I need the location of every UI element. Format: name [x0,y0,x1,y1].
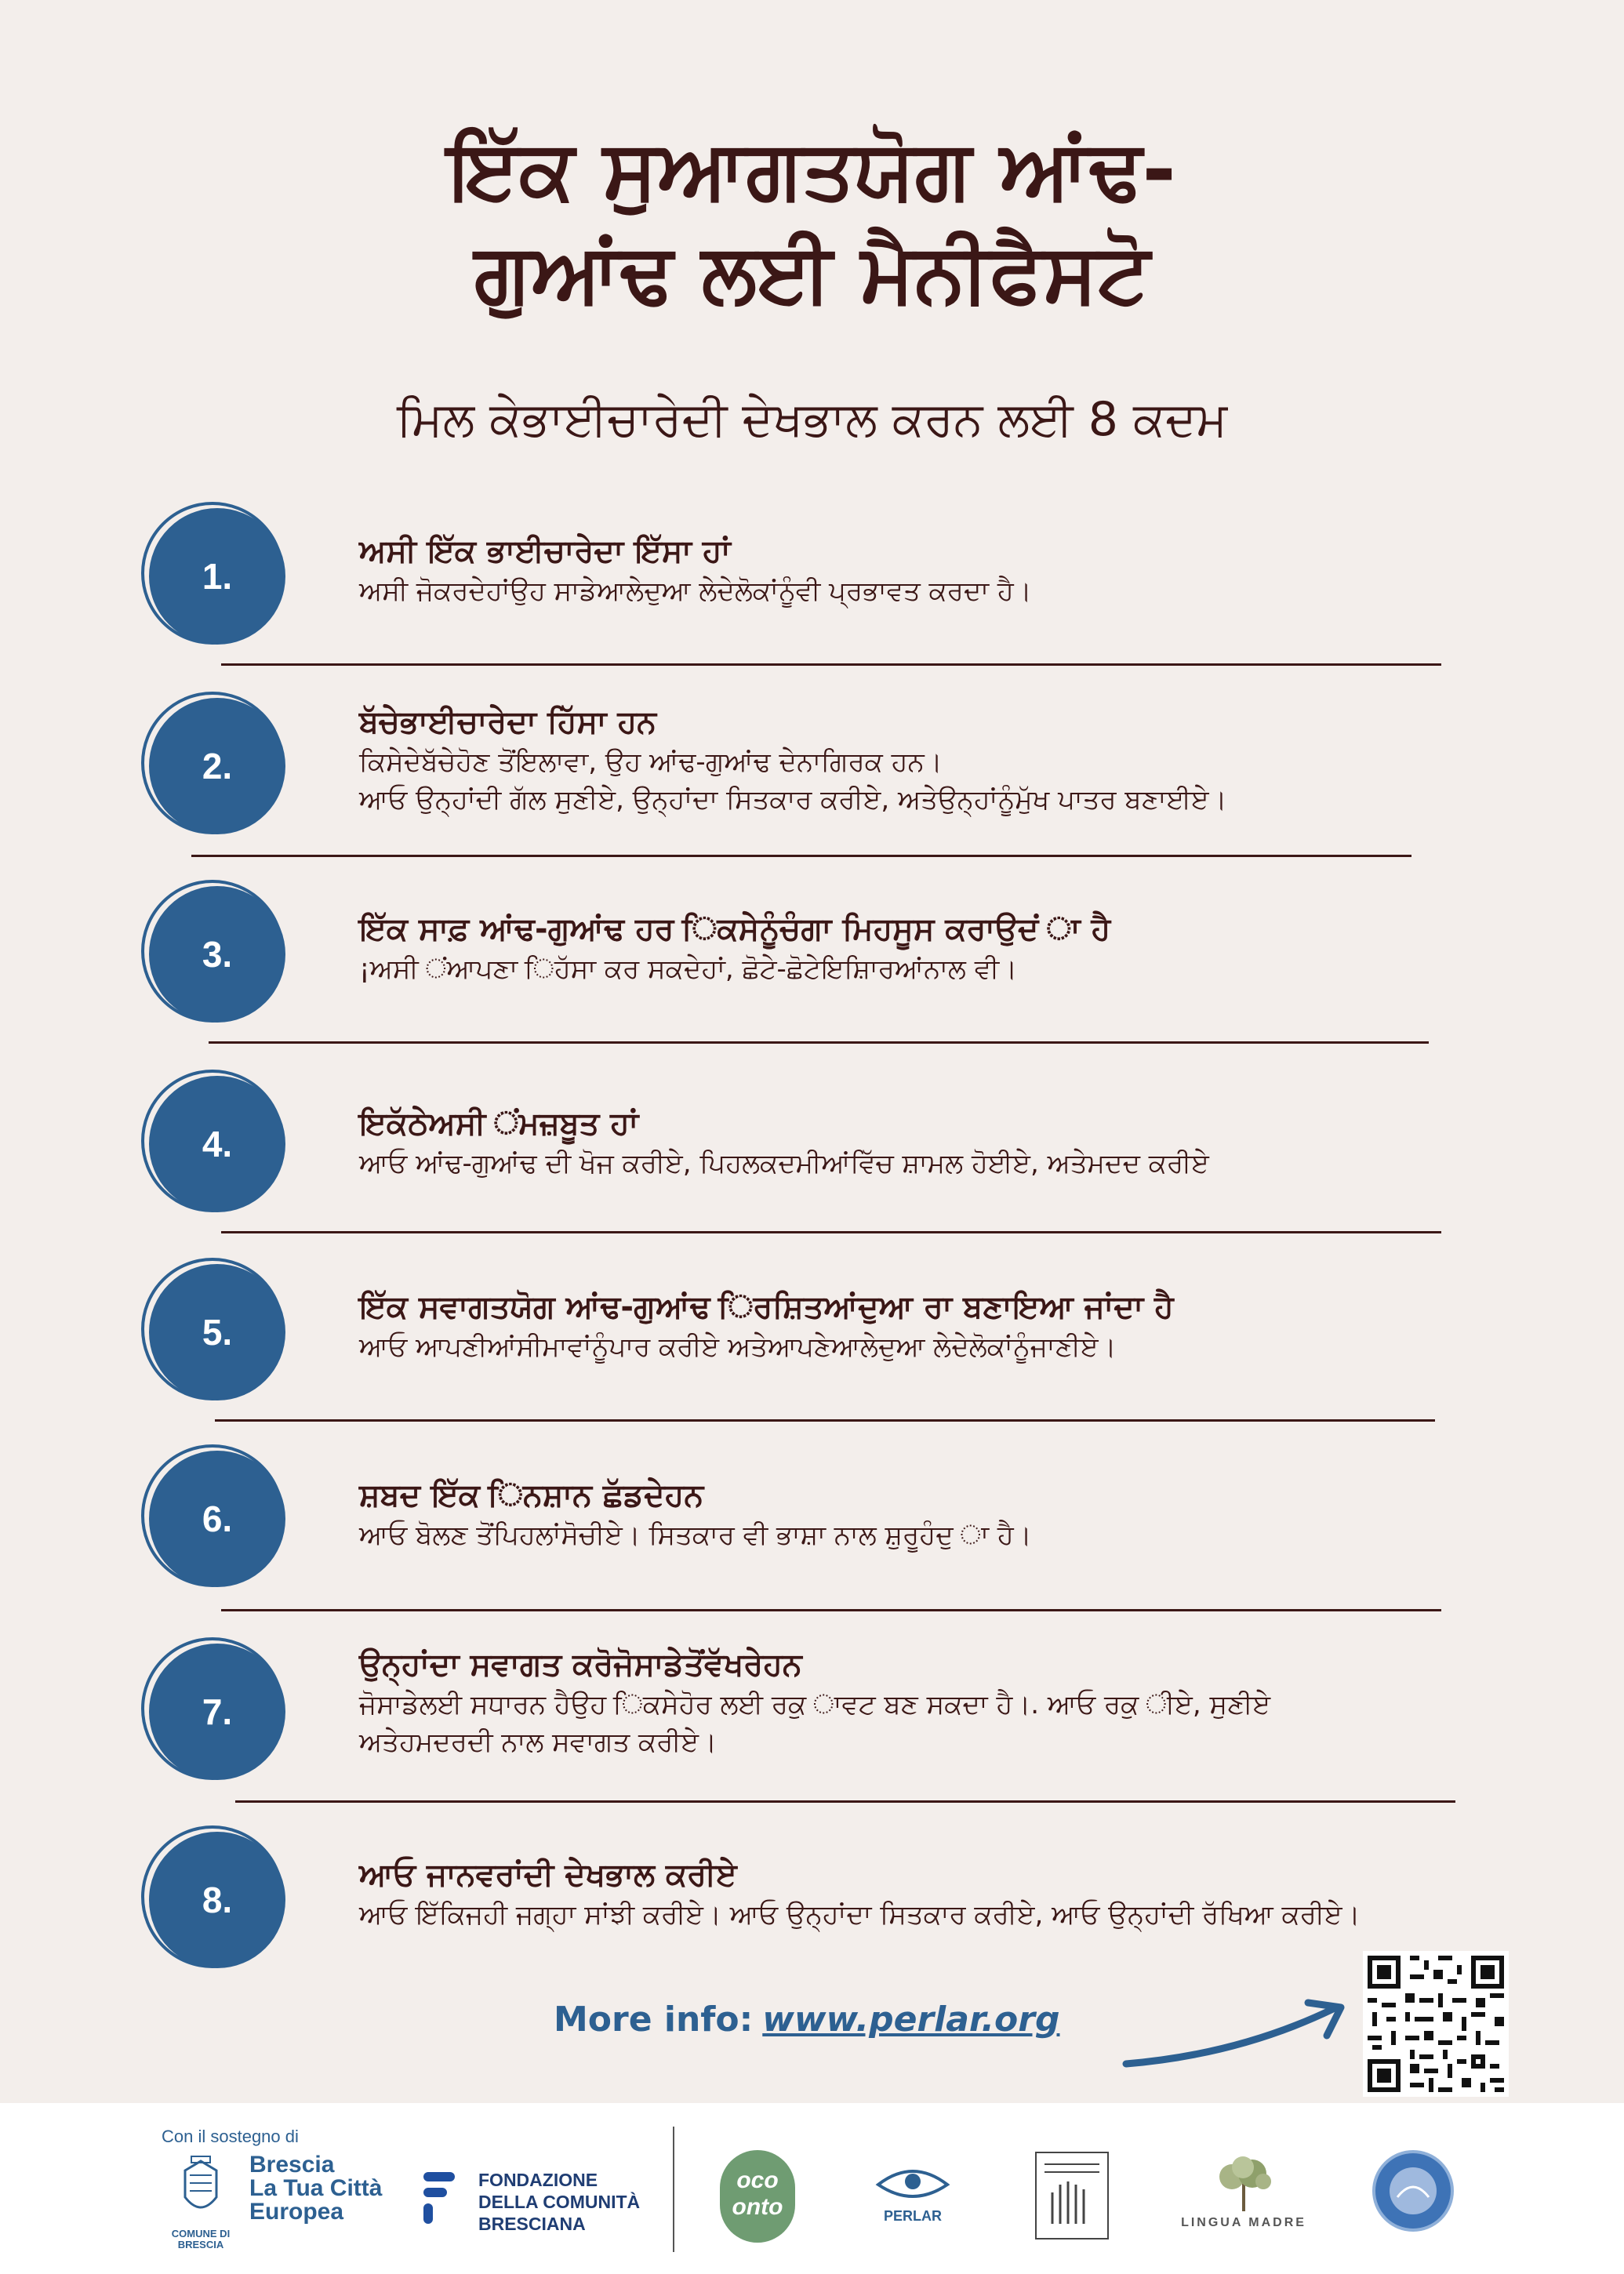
step-divider [221,663,1441,666]
fondazione-logo [419,2169,461,2230]
step-heading: ਸ਼ਬਦ ਇੱਕ ਿਨਸ਼ਾਨ ਛੱਡਦੇਹਨ [359,1477,704,1513]
step-body-line: ¡ਅਸੀ ਂਆਪਣਾ ਿਹੱਸਾ ਕਰ ਸਕਦੇਹਾਂ, ਛੋਟੇ-ਛੋਟੇਇਸ਼ਿਾਰਆਂਨਾਲ ਵੀ। [359,954,1018,985]
oco-onto-logo [720,2150,795,2243]
badge-emblem-icon [1375,2153,1451,2229]
comune-brescia-logo [163,2155,238,2249]
step-divider [235,1800,1455,1803]
step-divider [209,1041,1429,1044]
page-subtitle: ਮਿਲ ਕੇਭਾਈਚਾਰੇਦੀ ਦੇਖਭਾਲ ਕਰਨ ਲਈ 8 ਕਦਮ [396,392,1228,447]
hands-icon [1037,2153,1107,2238]
coat-of-arms-icon [163,2155,238,2225]
associazione-mark-logo [1035,2152,1109,2239]
step-number: 4. [202,1124,233,1164]
fondazione-line-2: DELLA COMUNITÀ [478,2192,641,2212]
step-body-line: ਕਿਸੇਦੇਬੱਚੇਹੋਣ ਤੋਂਇਲਾਵਾ, ਉਹ ਆਂਢ-ਗੁਆਂਢ ਦੇਨਾਗਿਰਕ ਹਨ। [359,746,943,778]
fondazione-text [478,2169,640,2235]
lingua-madre-logo [1181,2153,1306,2230]
step-heading: ਇੱਕ ਸਵਾਗਤਯੋਗ ਆਂਢ-ਗੁਆਂਢ ਿਰਸ਼ਿਤਆਂਦੁਆ ਰਾ ਬਣਾਇਆ ਜਾਂਦਾ ਹੈ [359,1289,1174,1325]
lingua-madre-label: LINGUA MADRE [1181,2216,1306,2229]
qr-code-icon [1363,1951,1509,2097]
fondazione-line-1: FONDAZIONE [478,2170,598,2190]
footer-divider [673,2127,674,2252]
round-badge-logo [1372,2150,1454,2232]
title-line-2: ਗੁਆਂਢ ਲਈ ਮੈਨੀਫੈਸਟੋ [474,225,1150,321]
oco-line-1: oco [736,2167,779,2193]
brescia-europea-logo [249,2153,382,2224]
step-number: 3. [202,934,233,975]
fondazione-mark-icon [419,2169,461,2227]
more-info-link[interactable]: www.perlar.org [762,2000,1060,2040]
step-body-line: ਆਓ ਬੋਲਣ ਤੋਂਪਿਹਲਾਂਸੋਚੀਏ। ਸਿਤਕਾਰ ਵੀ ਭਾਸ਼ਾ ਨਾਲ ਸ਼ੁਰੂਹੰਦੁ ਾ ਹੈ। [359,1520,1032,1551]
brescia-line-1: Brescia [249,2152,335,2178]
fondazione-line-3: BRESCIANA [478,2214,586,2234]
more-info-label: More info: [554,2000,754,2040]
step-number: 8. [202,1880,233,1920]
step-body-line: ਅਤੇਹਮਦਰਦੀ ਨਾਲ ਸਵਾਗਤ ਕਰੀਏ। [359,1727,718,1758]
step-heading: ਬੱਚੇਭਾਈਚਾਰੇਦਾ ਹਿੱਸਾ ਹਨ [359,704,657,740]
oco-line-2: onto [732,2194,783,2220]
step-number: 6. [202,1498,233,1539]
step-divider [221,1231,1441,1233]
perlar-logo [869,2161,957,2225]
arrow-right-icon [1121,1992,1357,2078]
step-body-line: ਆਓ ਇੱਕਿਜਹੀ ਜਗ੍ਹਾ ਸਾਂਝੀ ਕਰੀਏ। ਆਓ ਉਨ੍ਹਾਂਦਾ ਸਿਤਕਾਰ ਕਰੀਏ, ਆਓ ਉਨ੍ਹਾਂਦੀ ਰੱਖਿਆ ਕਰੀਏ। [359,1899,1361,1931]
step-heading: ਆਓ ਜਾਨਵਰਾਂਦੀ ਦੇਖਭਾਲ ਕਰੀਏ [359,1857,737,1893]
step-body-line: ਅਸੀ ਜੋਕਰਦੇਹਾਂਉਹ ਸਾਡੇਆਲੇਦੁਆ ਲੇਦੇਲੋਕਾਂਨੂੰਵੀ ਪ੍ਰਭਾਵਤ ਕਰਦਾ ਹੈ। [359,576,1032,607]
step-heading: ਇਕੱਠੇਅਸੀ ਂਮਜ਼ਬੂਤ ਹਾਂ [359,1106,639,1142]
tree-icon [1185,2153,1302,2213]
qr-code[interactable] [1363,1951,1509,2097]
step-body-line: ਆਓ ਆਪਣੀਆਂਸੀਮਾਵਾਂਨੂੰਪਾਰ ਕਰੀਏ ਅਤੇਆਪਣੇਆਲੇਦੁਆ ਲੇਦੇਲੋਕਾਂਨੂੰਜਾਣੀਏ। [359,1331,1117,1363]
oyster-pearl-icon [874,2161,952,2205]
step-heading: ਇੱਕ ਸਾਫ਼ ਆਂਢ-ਗੁਆਂਢ ਹਰ ਿਕਸੇਨੂੰਚੰਗਾ ਮਿਹਸੂਸ ਕਰਾਉਦਂ ਾ ਹੈ [359,911,1111,947]
more-info [554,2000,1059,2040]
brescia-line-2: La Tua Città [249,2175,383,2201]
comune-caption: COMUNE DI BRESCIA [171,2228,231,2250]
step-divider [191,855,1411,857]
step-number: 7. [202,1691,233,1732]
step-heading: ਅਸੀ ਇੱਕ ਭਾਈਚਾਰੇਦਾ ਇੱਸਾ ਹਾਂ [359,533,731,569]
page-title [0,118,1624,325]
step-body-line: ਆਓ ਆਂਢ-ਗੁਆਂਢ ਦੀ ਖੋਜ ਕਰੀਏ, ਪਿਹਲਕਦਮੀਆਂਵਿੱਚ ਸ਼ਾਮਲ ਹੋਈਏ, ਅਤੇਮਦਦ ਕਰੀਏ [359,1148,1209,1179]
step-number: 1. [202,556,233,597]
title-line-1: ਇੱਕ ਸੁਆਗਤਯੋਗ ਆਂਢ- [448,122,1176,217]
step-number: 5. [202,1312,233,1353]
step-divider [215,1419,1435,1422]
step-heading: ਉਨ੍ਹਾਂਦਾ ਸਵਾਗਤ ਕਰੋਜੋਸਾਡੇਤੋਂਵੱਖਰੇਹਨ [359,1647,802,1683]
step-body-line: ਆਓ ਉਨ੍ਹਾਂਦੀ ਗੱਲ ਸੁਣੀਏ, ਉਨ੍ਹਾਂਦਾ ਸਿਤਕਾਰ ਕਰੀਏ, ਅਤੇਉਨ੍ਹਾਂਨੂੰਮੁੱਖ ਪਾਤਰ ਬਣਾਈਏ। [359,784,1227,816]
step-number: 2. [202,746,233,786]
support-label: Con il sostegno di [162,2127,299,2146]
brescia-line-3: Europea [249,2199,344,2225]
perlar-label: PERLAR [883,2208,942,2224]
step-divider [221,1609,1441,1611]
step-body-line: ਜੋਸਾਡੇਲਈ ਸਧਾਰਨ ਹੈਉਹ ਿਕਸੇਹੋਰ ਲਈ ਰਕੁ ਾਵਟ ਬਣ ਸਕਦਾ ਹੈ।. ਆਓ ਰਕੁ ੀਏ, ਸੁਣੀਏ [359,1689,1271,1720]
